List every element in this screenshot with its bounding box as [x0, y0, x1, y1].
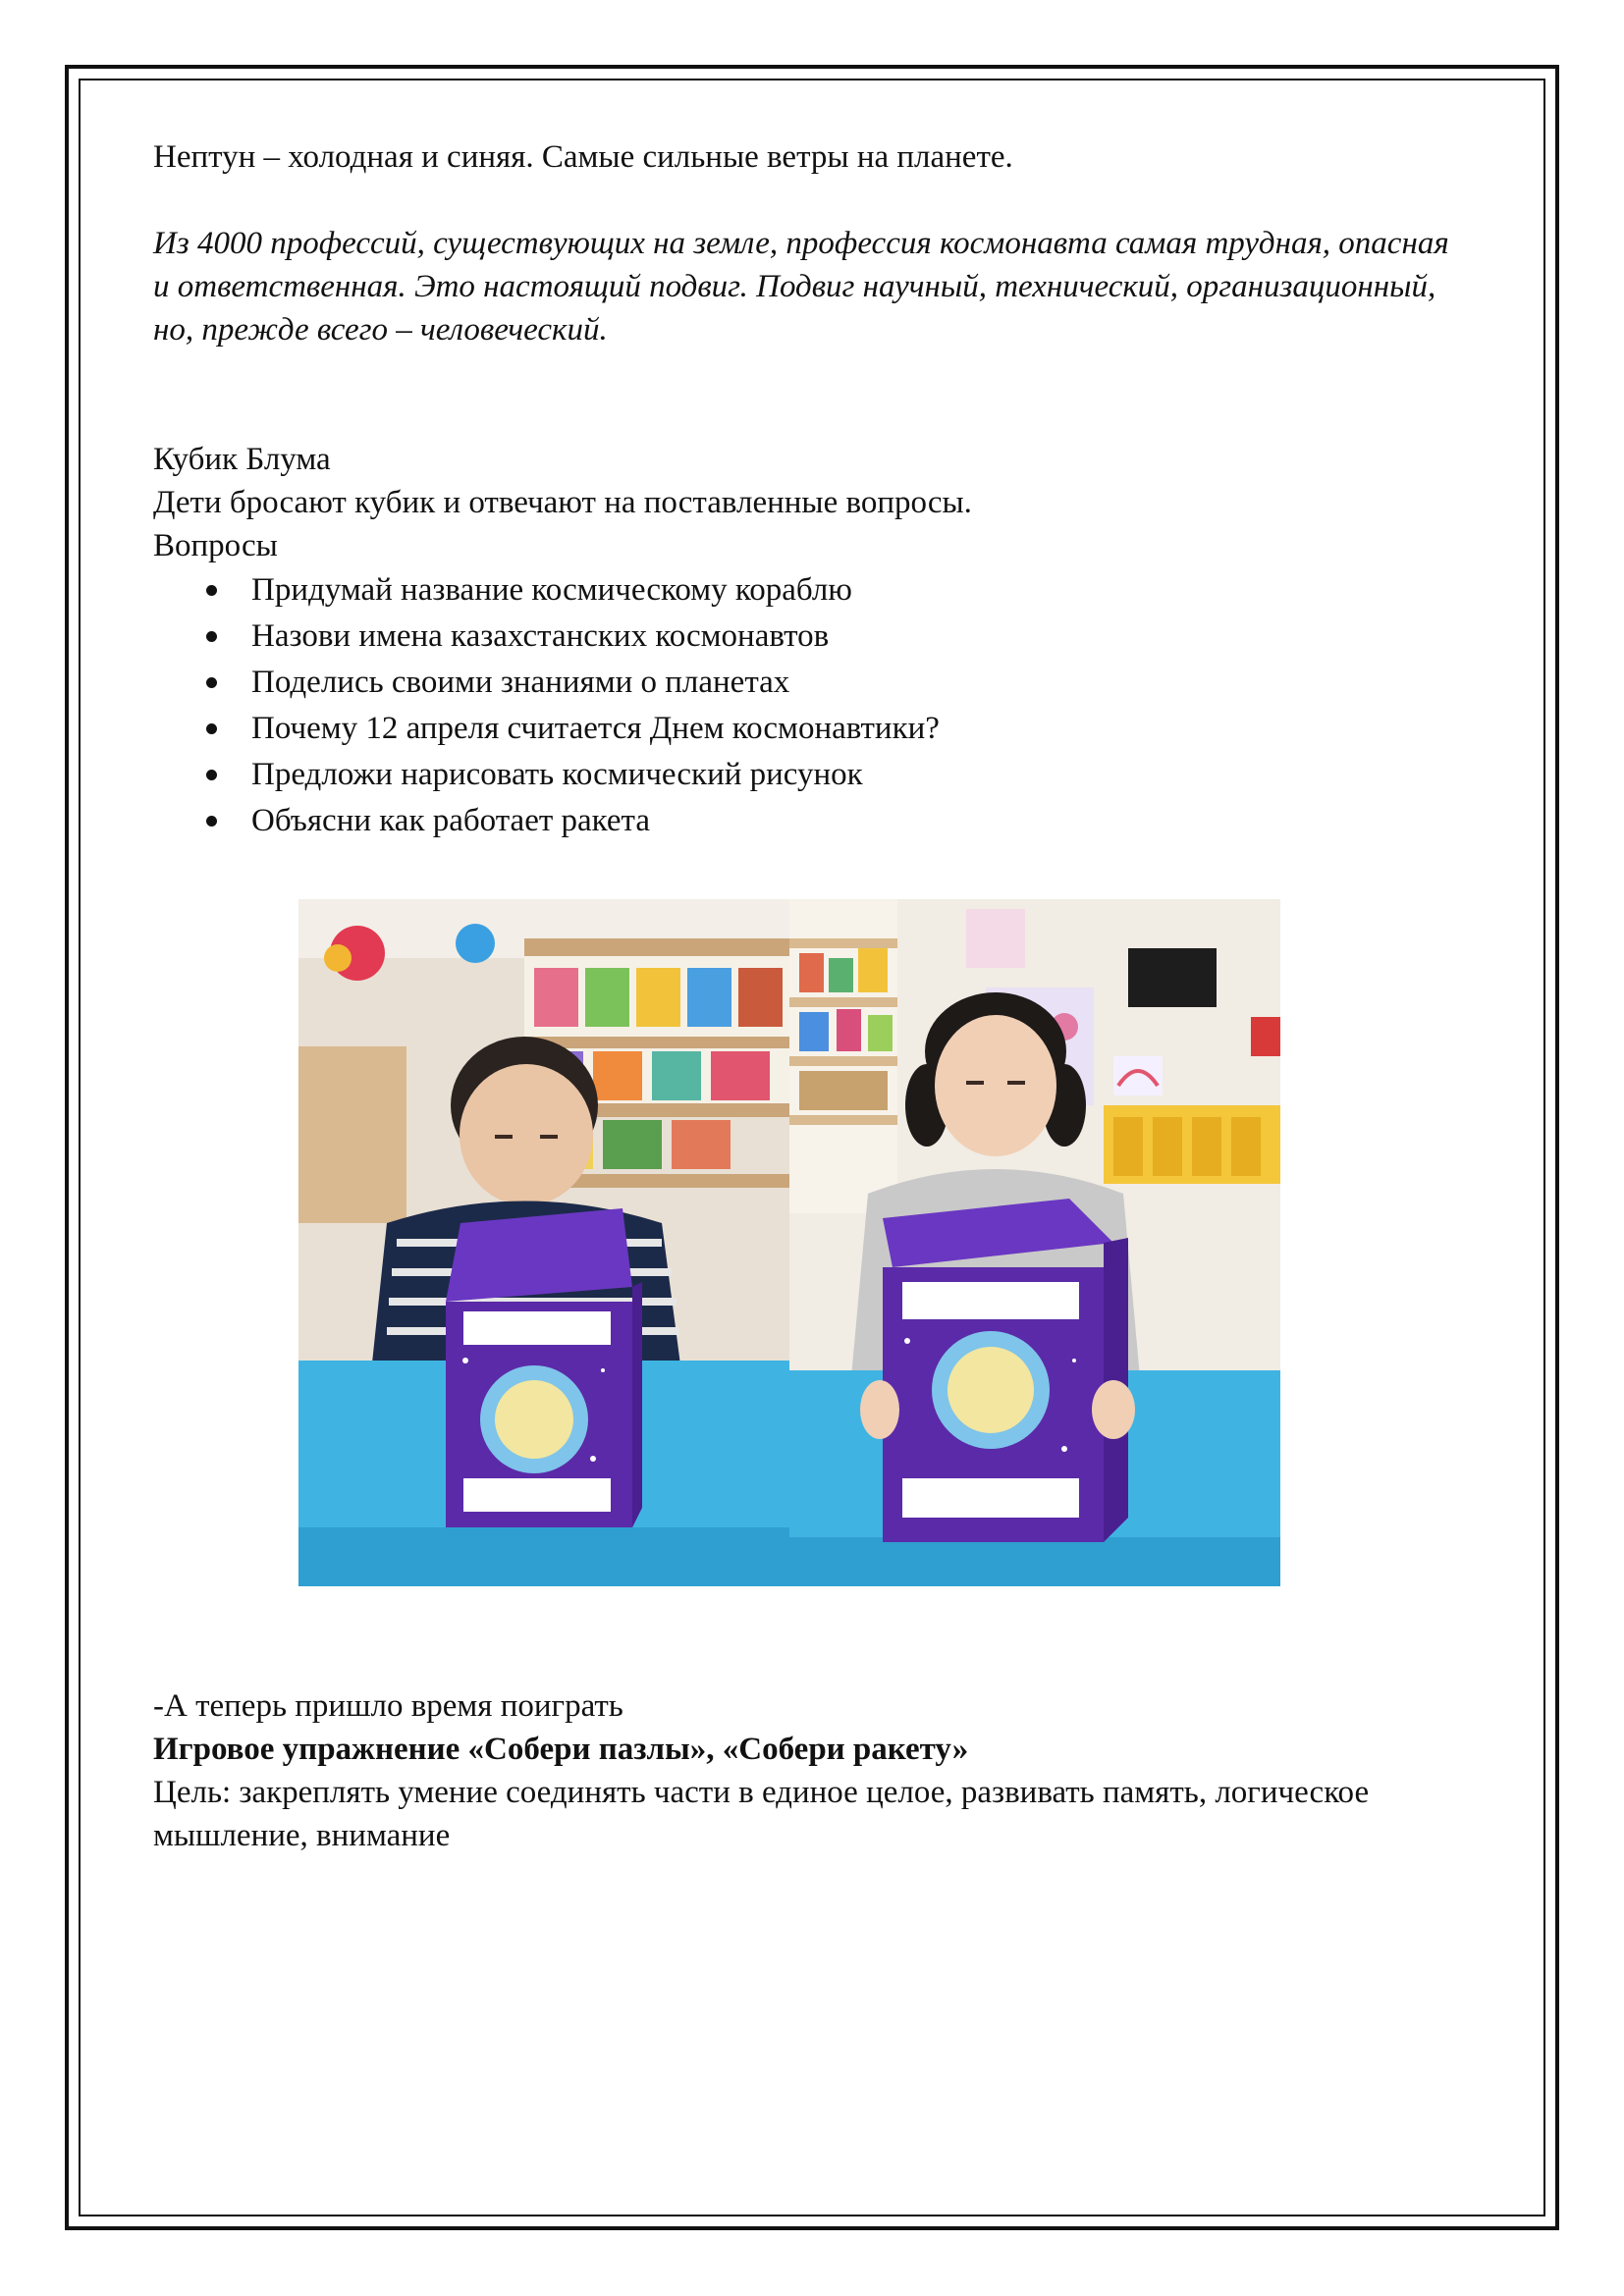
list-item: Поделись своими знаниями о планетах: [251, 660, 1469, 706]
game-goal: Цель: закреплять умение соединять части в единое целое, развивать память, логическое мышление, внимание: [153, 1775, 1370, 1853]
bloom-title: Кубик Блума: [153, 442, 331, 477]
list-item: Почему 12 апреля считается Днем космонавтики?: [251, 706, 1469, 752]
document-body: [153, 135, 1469, 844]
list-item: Объясни как работает ракета: [251, 798, 1469, 844]
photo-boy-with-cube: [298, 899, 789, 1586]
list-item: Назови имена казахстанских космонавтов: [251, 614, 1469, 660]
paragraph-professions: Из 4000 профессий, существующих на земле, профессия космонавта самая трудная, опасная и ответственная. Это настоящий подвиг. Подвиг научный, технический, организационный, но, прежде всего – человеческий.: [153, 226, 1449, 347]
photo-girl-with-cube: [789, 899, 1280, 1586]
questions-label: Вопросы: [153, 528, 278, 563]
list-item: Придумай название космическому кораблю: [251, 567, 1469, 614]
bloom-instruction: Дети бросают кубик и отвечают на поставленные вопросы.: [153, 485, 972, 520]
game-intro: -А теперь пришло время поиграть: [153, 1688, 623, 1724]
list-item: Предложи нарисовать космический рисунок: [251, 752, 1469, 798]
game-section: [153, 1684, 1469, 1857]
questions-list: [153, 567, 1469, 844]
photo-pair: [298, 899, 1280, 1586]
paragraph-neptune: Нептун – холодная и синяя. Самые сильные ветры на планете.: [153, 139, 1013, 175]
game-title: Игровое упражнение «Собери пазлы», «Собери ракету»: [153, 1732, 969, 1767]
